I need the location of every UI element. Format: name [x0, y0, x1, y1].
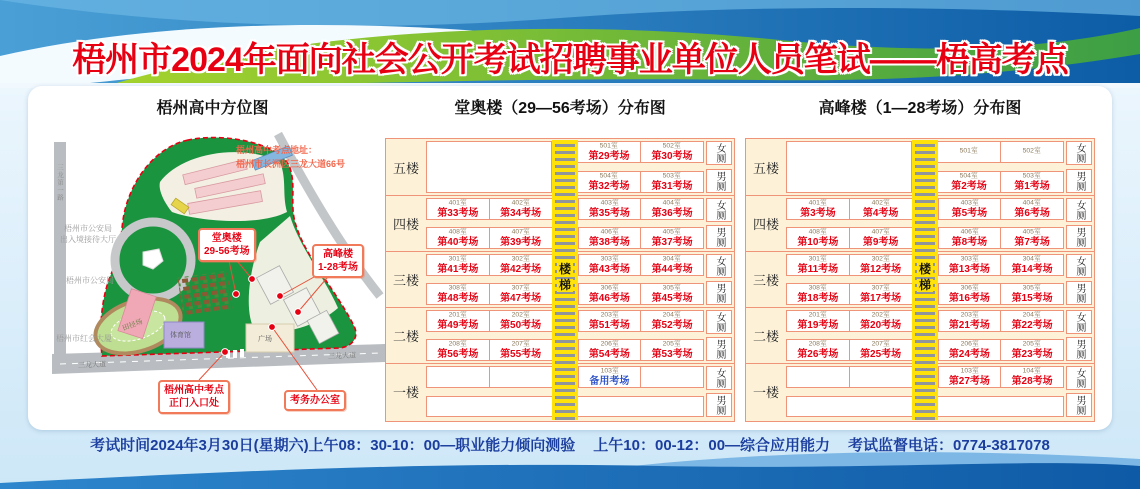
label-police-hall — [60, 224, 116, 246]
room-label: 第11考场 — [797, 264, 839, 275]
room-cell — [938, 283, 1002, 305]
room-cell — [426, 310, 490, 332]
room-number: 501室 — [599, 141, 619, 150]
floor-label: 五楼 — [752, 160, 779, 176]
toilet-label: 女厕 — [1066, 254, 1092, 278]
room-label: 第22考场 — [1011, 320, 1053, 331]
room-label: 第19考场 — [797, 320, 839, 331]
room-label: 第5考场 — [951, 208, 988, 219]
room-label: 第8考场 — [951, 237, 988, 248]
toilet-column — [704, 252, 734, 307]
room-label: 第23考场 — [1011, 349, 1053, 360]
room-cell — [849, 254, 913, 276]
top-banner — [0, 0, 1140, 88]
room-cell — [426, 366, 490, 388]
room-cell — [786, 198, 850, 220]
room-number: 405室 — [1023, 227, 1042, 236]
toilet-label: 女厕 — [706, 310, 732, 334]
room-number: 504室 — [599, 171, 619, 180]
toilet-label: 男厕 — [1066, 281, 1092, 305]
room-label: 第48考场 — [437, 293, 479, 304]
room-label: 第38考场 — [588, 237, 630, 248]
room-label: 第14考场 — [1011, 264, 1053, 275]
room-number: 406室 — [960, 227, 979, 236]
room-cell — [849, 339, 913, 361]
room-number: 103室 — [600, 366, 619, 375]
label-police: 梧州市公安局 — [66, 276, 114, 285]
room-cell — [786, 339, 850, 361]
room-cell — [938, 198, 1002, 220]
toilet-label: 男厕 — [1066, 393, 1092, 417]
room-label: 第34考场 — [500, 208, 542, 219]
room-label: 第54考场 — [588, 349, 630, 360]
toilet-label: 男厕 — [1066, 225, 1092, 249]
room-label: 第2考场 — [951, 181, 987, 192]
room-number: 208室 — [808, 339, 827, 348]
room-label: 第1考场 — [1014, 181, 1050, 192]
label-track: 田径场 — [121, 318, 144, 333]
room-number: 502室 — [1022, 146, 1042, 155]
callout-gaofeng-line2: 1-28考场 — [318, 262, 359, 273]
room-number: 304室 — [1023, 254, 1042, 263]
room-number: 402室 — [511, 198, 530, 207]
room-label: 第6考场 — [1014, 208, 1050, 219]
merged-empty-cell — [786, 141, 912, 193]
room-label: 第41考场 — [437, 264, 479, 275]
room-number: 203室 — [600, 310, 619, 319]
room-cell — [938, 310, 1002, 332]
room-cell — [938, 227, 1002, 249]
room-cell — [426, 198, 490, 220]
supervision-phone: 考试监督电话：0774-3817078 — [848, 437, 1050, 454]
room-number: 402室 — [871, 198, 890, 207]
room-cell — [640, 310, 704, 332]
room-number: 301室 — [448, 254, 467, 263]
room-label: 第44考场 — [651, 264, 693, 275]
map-address — [236, 144, 345, 171]
room-number: 503室 — [662, 171, 682, 180]
room-cell — [786, 366, 850, 388]
floor-label: 三楼 — [752, 273, 779, 288]
room-number: 407室 — [511, 227, 530, 236]
map-title: 梧州高中方位图 — [156, 100, 269, 117]
room-cell — [849, 283, 913, 305]
room-label: 第49考场 — [437, 320, 479, 331]
room-cell — [640, 171, 704, 193]
floor-label: 四楼 — [752, 217, 779, 232]
room-number: 401室 — [448, 198, 467, 207]
room-label: 第27考场 — [948, 376, 990, 387]
map-address-line2: 梧州市长洲区三龙大道66号 — [236, 158, 346, 169]
room-label: 第36考场 — [651, 208, 693, 219]
room-cell — [786, 227, 850, 249]
room-number: 205室 — [1023, 339, 1042, 348]
room-cell — [578, 310, 642, 332]
toilet-label: 男厕 — [706, 281, 732, 305]
room-number: 206室 — [600, 339, 619, 348]
room-label: 第52考场 — [651, 320, 693, 331]
room-label: 第26考场 — [797, 349, 839, 360]
room-number: 206室 — [960, 339, 979, 348]
room-number: 408室 — [448, 227, 467, 236]
page-title: 梧州市2024年面向社会公开考试招聘事业单位人员笔试——梧高考点 — [72, 41, 1068, 79]
toilet-label: 男厕 — [1066, 337, 1092, 361]
toilet-label: 女厕 — [706, 254, 732, 278]
room-cell — [1000, 227, 1064, 249]
room-number: 303室 — [960, 254, 979, 263]
room-number: 307室 — [871, 283, 890, 292]
floor-label: 二楼 — [752, 329, 779, 344]
room-number: 202室 — [871, 310, 890, 319]
room-cell — [640, 254, 704, 276]
room-number: 502室 — [662, 141, 682, 150]
room-number: 401室 — [808, 198, 827, 207]
callout-gate — [158, 380, 230, 414]
room-cell — [1000, 366, 1064, 388]
room-number: 308室 — [448, 283, 467, 292]
room-cell — [640, 141, 704, 163]
room-label: 备用考场 — [589, 376, 630, 387]
room-number: 306室 — [960, 283, 979, 292]
toilet-column — [1064, 139, 1094, 195]
room-number: 407室 — [871, 227, 890, 236]
room-number: 504室 — [959, 171, 979, 180]
room-label: 第43考场 — [588, 264, 630, 275]
toilet-label: 女厕 — [1066, 198, 1092, 222]
toilet-label: 女厕 — [1066, 310, 1092, 334]
exam-info-footer — [0, 434, 1140, 455]
room-label: 第25考场 — [860, 349, 902, 360]
room-label: 第56考场 — [437, 349, 479, 360]
room-number: 503室 — [1022, 171, 1042, 180]
floor-label: 二楼 — [392, 329, 419, 344]
toilet-label: 男厕 — [706, 169, 732, 193]
room-cell — [578, 339, 642, 361]
label-red-building: 梧州市红会大厦 — [56, 334, 112, 343]
room-number: 308室 — [808, 283, 827, 292]
room-label: 第55考场 — [500, 349, 542, 360]
room-cell — [849, 366, 913, 388]
room-cell — [578, 254, 642, 276]
label-plaza: 广场 — [258, 336, 272, 343]
room-cell — [489, 339, 553, 361]
label-police-hall-line1: 梧州市公安局 — [64, 224, 112, 233]
room-number: 304室 — [663, 254, 682, 263]
label-police-hall-line2: 出入境接待大厅 — [60, 234, 116, 244]
room-number: 203室 — [960, 310, 979, 319]
toilet-label: 女厕 — [1066, 141, 1092, 165]
room-label: 第7考场 — [1014, 237, 1050, 248]
room-cell — [849, 227, 913, 249]
room-label: 第39考场 — [500, 237, 542, 248]
stairs-label: 楼 梯 — [918, 262, 931, 293]
toilet-label: 男厕 — [706, 337, 732, 361]
room-label: 第29考场 — [588, 151, 630, 162]
callout-office: 考务办公室 — [284, 390, 346, 411]
callout-gaofeng — [312, 244, 364, 278]
room-number: 207室 — [511, 339, 530, 348]
toilet-column — [1064, 364, 1094, 419]
room-label: 第10考场 — [797, 237, 839, 248]
room-number: 205室 — [663, 339, 682, 348]
room-cell — [489, 366, 553, 388]
callout-tangao — [198, 228, 256, 262]
room-number: 405室 — [663, 227, 682, 236]
room-number: 403室 — [600, 198, 619, 207]
room-label: 第53考场 — [651, 349, 693, 360]
room-number: 403室 — [960, 198, 979, 207]
toilet-label: 男厕 — [706, 393, 732, 417]
room-cell — [489, 283, 553, 305]
room-number: 301室 — [808, 254, 827, 263]
callout-gate-line2: 正门入口处 — [169, 398, 219, 409]
room-cell — [578, 227, 642, 249]
room-label: 第15考场 — [1011, 293, 1053, 304]
room-label: 第24考场 — [948, 349, 990, 360]
room-cell — [937, 171, 1001, 193]
room-number: 204室 — [663, 310, 682, 319]
tangao-building-table — [385, 138, 735, 422]
room-label: 第40考场 — [437, 237, 479, 248]
callout-tangao-line2: 29-56考场 — [204, 246, 250, 257]
room-cell — [938, 339, 1002, 361]
toilet-label: 男厕 — [1066, 169, 1092, 193]
room-number: 307室 — [511, 283, 530, 292]
room-number: 302室 — [871, 254, 890, 263]
toilet-column — [1064, 308, 1094, 363]
callout-gaofeng-line1: 高峰楼 — [323, 249, 353, 260]
room-cell — [937, 141, 1001, 163]
room-number: 302室 — [511, 254, 530, 263]
label-stadium: 体育馆 — [170, 332, 191, 339]
toilet-column — [704, 196, 734, 251]
merged-empty-cell — [426, 141, 552, 193]
room-cell — [489, 310, 553, 332]
room-label: 第13考场 — [948, 264, 990, 275]
room-label: 第31考场 — [651, 181, 693, 192]
room-label: 第47考场 — [500, 293, 542, 304]
room-label: 第42考场 — [500, 264, 542, 275]
room-cell — [1000, 198, 1064, 220]
road-name-bottom-left: 三龙大道 — [77, 361, 107, 370]
room-number: 201室 — [448, 310, 467, 319]
room-cell — [578, 198, 642, 220]
room-label: 第28考场 — [1011, 376, 1053, 387]
room-number: 306室 — [600, 283, 619, 292]
room-number: 406室 — [600, 227, 619, 236]
room-cell — [489, 198, 553, 220]
room-number: 207室 — [871, 339, 890, 348]
room-label: 第16考场 — [948, 293, 990, 304]
floor-label: 四楼 — [392, 217, 419, 232]
gaofeng-table-title: 高峰楼（1—28考场）分布图 — [818, 100, 1022, 117]
toilet-column — [1064, 196, 1094, 251]
room-number: 202室 — [511, 310, 530, 319]
toilet-label: 女厕 — [1066, 366, 1092, 390]
floor-label: 一楼 — [752, 385, 779, 400]
room-cell — [489, 227, 553, 249]
room-cell — [640, 339, 704, 361]
room-cell — [426, 254, 490, 276]
room-label: 第35考场 — [588, 208, 630, 219]
room-cell — [786, 310, 850, 332]
room-label: 第32考场 — [588, 181, 630, 192]
room-cell — [1000, 254, 1064, 276]
room-cell — [849, 198, 913, 220]
content-card — [28, 86, 1112, 430]
room-number: 408室 — [808, 227, 827, 236]
room-cell — [1000, 283, 1064, 305]
room-number: 404室 — [663, 198, 682, 207]
room-label: 第18考场 — [797, 293, 839, 304]
toilet-column — [704, 364, 734, 419]
room-number: 104室 — [1023, 366, 1042, 375]
floor-label: 一楼 — [392, 385, 419, 400]
room-label: 第46考场 — [588, 293, 630, 304]
room-cell — [577, 171, 641, 193]
room-cell — [426, 339, 490, 361]
room-cell — [426, 283, 490, 305]
room-number: 404室 — [1023, 198, 1042, 207]
room-label: 第45考场 — [651, 293, 693, 304]
room-number: 501室 — [959, 146, 979, 155]
exam-time-morning1: 考试时间2024年3月30日(星期六)上午08：30-10：00—职业能力倾向测验 — [90, 437, 576, 454]
room-number: 303室 — [600, 254, 619, 263]
toilet-label: 女厕 — [706, 198, 732, 222]
room-cell — [640, 198, 704, 220]
room-label: 第3考场 — [800, 208, 836, 219]
room-number: 201室 — [808, 310, 827, 319]
room-cell — [640, 227, 704, 249]
room-label: 第33考场 — [437, 208, 479, 219]
room-label: 第21考场 — [948, 320, 990, 331]
room-number: 208室 — [448, 339, 467, 348]
room-cell — [640, 283, 704, 305]
room-label: 第51考场 — [588, 320, 630, 331]
callout-gate-line1: 梧州高中考点 — [164, 385, 224, 396]
road-name-left: 三龙第一路 — [56, 164, 63, 202]
toilet-label: 男厕 — [706, 225, 732, 249]
room-cell — [786, 283, 850, 305]
room-cell — [1000, 310, 1064, 332]
room-number: 305室 — [663, 283, 682, 292]
room-number: 204室 — [1023, 310, 1042, 319]
stairs-label: 楼 梯 — [558, 262, 571, 293]
room-cell — [849, 310, 913, 332]
room-cell — [1000, 339, 1064, 361]
map-address-line1: 梧州高中考点地址： — [236, 145, 318, 155]
room-label: 第50考场 — [500, 320, 542, 331]
toilet-column — [704, 308, 734, 363]
room-cell — [938, 366, 1002, 388]
room-cell — [786, 254, 850, 276]
room-label: 第4考场 — [862, 208, 899, 219]
room-cell — [938, 254, 1002, 276]
road-name-bottom-right: 三龙大道 — [327, 352, 357, 361]
toilet-label: 女厕 — [706, 141, 732, 165]
room-cell — [1000, 171, 1064, 193]
room-label: 第9考场 — [862, 237, 899, 248]
exam-time-morning2: 上午10：00-12：00—综合应用能力 — [593, 437, 831, 454]
room-cell — [578, 366, 642, 388]
room-cell — [577, 141, 641, 163]
room-cell — [640, 366, 704, 388]
toilet-column — [1064, 252, 1094, 307]
toilet-column — [704, 139, 734, 195]
room-cell — [578, 283, 642, 305]
room-number: 305室 — [1023, 283, 1042, 292]
room-number: 103室 — [960, 366, 979, 375]
campus-map — [40, 124, 385, 420]
room-label: 第37考场 — [651, 237, 693, 248]
room-cell — [426, 227, 490, 249]
room-label: 第12考场 — [860, 264, 902, 275]
room-label: 第30考场 — [651, 151, 693, 162]
room-cell — [489, 254, 553, 276]
toilet-label: 女厕 — [706, 366, 732, 390]
room-label: 第17考场 — [860, 293, 902, 304]
room-cell — [1000, 141, 1064, 163]
room-label: 第20考场 — [860, 320, 902, 331]
floor-label: 三楼 — [392, 273, 419, 288]
callout-tangao-line1: 堂奥楼 — [211, 233, 242, 244]
floor-label: 五楼 — [392, 160, 419, 176]
gaofeng-building-table — [745, 138, 1095, 422]
tangao-table-title: 堂奥楼（29—56考场）分布图 — [454, 100, 666, 117]
